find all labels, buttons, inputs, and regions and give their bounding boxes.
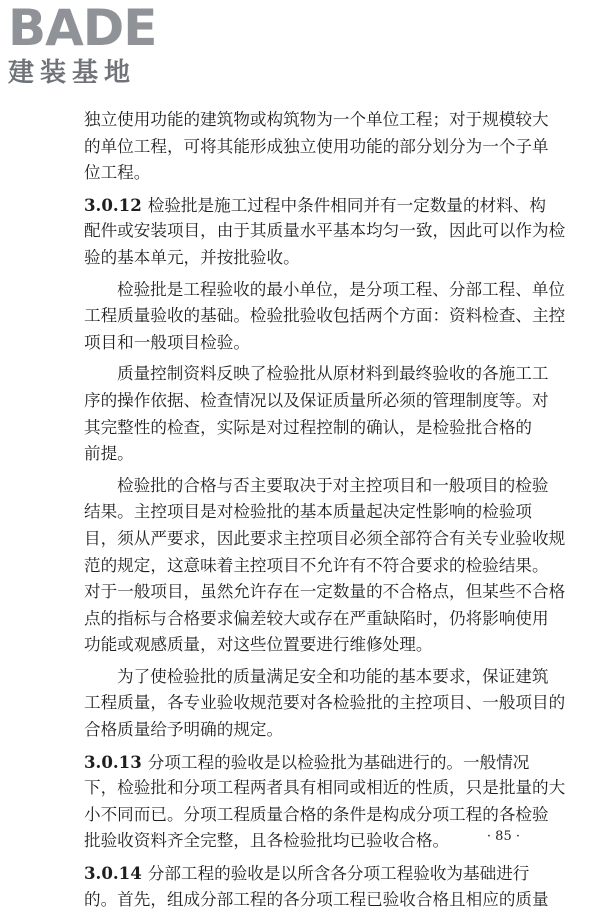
body-paragraph [84,107,549,187]
text-line: 小不同而已。分项工程质量合格的条件是构成分项工程的各检验 [84,804,549,824]
clause-paragraph [84,860,549,913]
text-line: 工程质量验收的基础。检验批验收包括两个方面：资料检查、主控 [84,306,566,326]
text-line: 前提。 [84,444,134,464]
text-line: 配件或安装项目，由于其质量水平基本均匀一致，因此可以作为检 [84,221,566,241]
text-line: 合格质量给予明确的规定。 [84,720,284,740]
text-line: 为了使检验批的质量满足安全和功能的基本要求，保证建筑 [117,666,549,686]
clause-number: 3.0.13 [84,751,142,772]
text-line: 结果。主控项目是对检验批的基本质量起决定性影响的检验项 [84,502,533,522]
body-paragraph [84,473,566,659]
text-line [84,749,530,776]
clause-number: 3.0.14 [84,863,142,884]
text-line: 功能或观感质量，对这些位置要进行维修处理。 [84,635,433,655]
clause-number: 3.0.12 [84,194,142,215]
bade-logo [8,2,180,88]
text-line [84,860,530,887]
text-line: 检验批是工程验收的最小单位，是分项工程、分部工程、单位 [117,279,566,299]
text-line [84,192,546,219]
text-line: 工程质量，各专业验收规范要对各检验批的主控项目、一般项目的 [84,693,566,713]
text-line: 目，须从严要求，因此要求主控项目必须全部符合有关专业验收规 [84,528,566,548]
text-line: 点的指标与合格要求偏差较大或存在严重缺陷时，仍将影响使用 [84,608,549,628]
text-line: 质量控制资料反映了检验批从原材料到最终验收的各施工工 [117,364,549,384]
text-line: 独立使用功能的建筑物或构筑物为一个单位工程；对于规模较大 [84,110,549,129]
text-line: 序的操作依据、检查情况以及保证质量所必须的管理制度等。对 [84,390,549,410]
text-line: 位工程。 [84,163,151,183]
text-line: 项目和一般项目检验。 [84,332,250,352]
text-line: 其完整性的检查，实际是对过程控制的确认，是检验批合格的 [84,417,533,437]
body-paragraph [84,277,566,357]
body-paragraph [84,361,549,467]
clause-text: 分项工程的验收是以检验批为基础进行的。一般情况 [147,752,530,772]
text-line: 对于一般项目，虽然允许存在一定数量的不合格点，但某些不合格 [84,582,566,602]
text-line: 批验收资料齐全完整，且各检验批均已验收合格。 [84,831,450,851]
text-line: 验的基本单元，并按批验收。 [84,247,300,267]
clause-text: 分部工程的验收是以所含各分项工程验收为基础进行 [147,864,530,884]
text-line: 范的规定，这意味着主控项目不允许有不符合要求的检验结果。 [84,555,549,575]
text-line: 的。首先，组成分部工程的各分项工程已验收合格且相应的质量 [84,889,549,909]
text-line: 的单位工程，可将其能形成独立使用功能的部分划分为一个子单 [84,136,549,156]
body-paragraph [84,664,566,744]
page-number: · 85 · [486,829,520,844]
logo-brand-text: BADE [8,0,157,57]
clause-text: 检验批是施工过程中条件相同并有一定数量的材料、构 [147,195,546,215]
logo-subtitle-text: 建装基地 [8,58,137,88]
text-line: 下，检验批和分项工程两者具有相同或相近的性质，只是批量的大 [84,778,566,798]
text-line: 检验批的合格与否主要取决于对主控项目和一般项目的检验 [117,475,549,495]
clause-paragraph [84,749,566,855]
clause-paragraph [84,192,566,272]
document-body [84,107,566,918]
